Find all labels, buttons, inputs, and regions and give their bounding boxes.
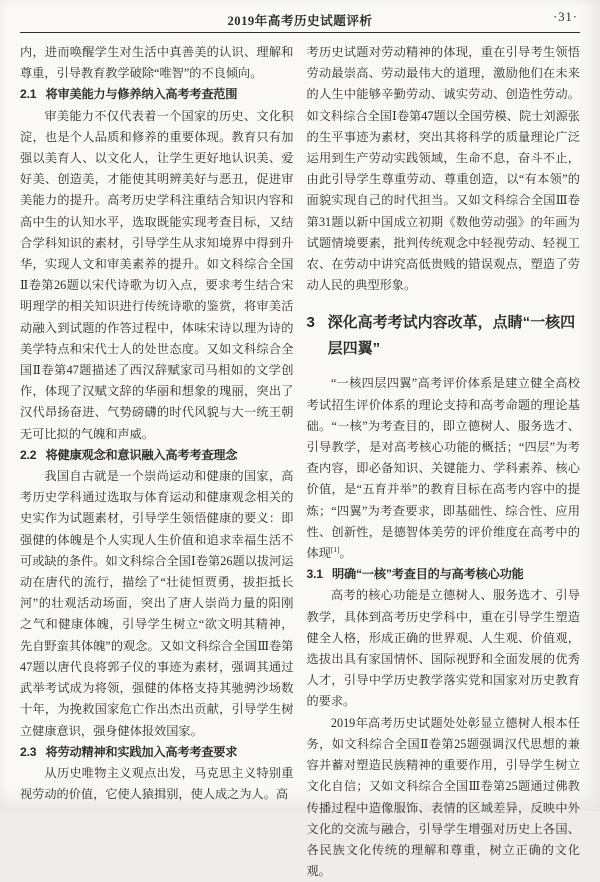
subsection-heading	[20, 742, 294, 763]
paragraph: 高考的核心功能是立德树人、服务选才、引导教学，具体到高考历史学科中，重在引导学生塑造健全人格，形成正确的世界观、人生观、价值观，选拔出具有家国情怀、国际视野和全面发展的优秀人才，引导中学历史教学落实党和国家对历史教育的要求。	[306, 588, 580, 709]
paragraph: 审美能力不仅代表着一个国家的历史、文化积淀，也是个人品质和修养的重要体现。教育只有加强以美育人、以文化人，让学生更好地认识美、爱好美、创造美，才能使其明辨美好与恶丑，促进审美能力的提升。高考历史学科注重结合知识内容和高中生的认知水平，选取既能实现考查目标，又结合学科知识的素材，引导学生从求知境界中得到升华，实现人文和审美素养的提升。如文科综合全国Ⅱ卷第26题以宋代诗歌为切入点，要求考生结合宋明理学的相关知识进行传统诗歌的鉴赏，将审美活动融入到试题的作答过程中，体味宋诗以理为诗的美学特点和宋代士人的处世态度。又如文科综合全国Ⅱ卷第47题描述了西汉辞赋家司马相如的文学创作，体现了汉赋文辞的华丽和想象的瑰丽，突出了汉代昂扬奋进、气势磅礴的时代风貌与大一统王朝无可比拟的气魄和声威。	[20, 108, 294, 441]
page-number: ·31·	[553, 10, 578, 24]
subsection-heading	[307, 564, 581, 585]
heading-text: 明确“一核”考查目的与高考核心功能	[331, 567, 524, 582]
citation-superscript: [1]	[330, 545, 340, 554]
heading-text: 将健康观念和意识融入高考考查理念	[45, 447, 238, 462]
page-header	[20, 8, 580, 33]
heading-number: 2.3	[20, 744, 37, 759]
paragraph: “一核四层四翼”高考评价体系是建立健全高校考试招生评价体系的理论支持和高考命题的理论基础。“一核”为考查目的，即立德树人、服务选才、引导教学，是对高考核心功能的概括；“四层”为考查内容，即必备知识、关键能力、学科素养、核心价值，是“五育并举”的教育目标在高考内容中的提炼；“四翼”为考查要求，即基础性、综合性、应用性、创新性，是德智体美劳的评价维度在高考中的体现[1]。	[306, 376, 580, 561]
heading-number: 3	[306, 314, 315, 332]
right-column	[307, 42, 581, 882]
left-column	[20, 42, 294, 882]
heading-text: 将审美能力与修养纳入高考考查范围	[45, 87, 238, 102]
subsection-heading	[20, 84, 294, 105]
section-heading	[307, 310, 581, 361]
running-head-title: 2019年高考历史试题评析	[227, 14, 373, 28]
paragraph: 2019年高考历史试题处处彰显立德树人根本任务，如文科综合全国Ⅱ卷第25题强调汉代思想的兼容并蓄对塑造民族精神的重要作用，引导学生树立文化自信；又如文科综合全国Ⅲ卷第25题通过佛教传播过程中造像服饰、表情的区域差异，反映中外文化的交流与融合，引导学生增强对历史上各国、各民族文化传统的理解和尊重，树立正确的文化观。	[306, 715, 580, 879]
paragraph-continuation: 考历史试题对劳动精神的体现，重在引导考生领悟劳动最崇高、劳动最伟大的道理，激励他们在未来的人生中能够辛勤劳动、诚实劳动、创造性劳动。如文科综合全国Ⅰ卷第47题以全国劳模、院士刘源张的生平事迹为素材，突出其将科学的质量理论广泛运用到生产劳动实践领域，生命不息，奋斗不止，由此引导学生尊重劳动、尊重创造，以“有本领”的面貌实现自己的时代担当。又如文科综合全国Ⅲ卷第31题以新中国成立初期《数他劳动强》的年画为试题情境要素，批判传统观念中轻视劳动、轻视工农、在劳动中讲究高低贵贱的错误观点，塑造了劳动人民的典型形象。	[306, 45, 580, 293]
paragraph-continuation: 内，进而唤醒学生对生活中真善美的认识、理解和尊重，引导教育教学破除“唯智”的不良倾向。	[20, 45, 294, 81]
two-column-body	[20, 42, 580, 882]
paragraph: 从历史唯物主义观点出发，马克思主义特别重视劳动的价值，它使人猿揖别，使人成之为人。高	[20, 765, 294, 802]
paragraph: 我国自古就是一个崇尚运动和健康的国家，高考历史学科通过选取与体育运动和健康观念相关的史实作为试题素材，引导学生领悟健康的要义：即强健的体魄是个人实现人生价值和追求幸福生活不可或缺的条件。如文科综合全国Ⅰ卷第26题以拔河运动在唐代的流行，描绘了“壮徒恒贾勇，拔拒抵长河”的壮观活动场面，突出了唐人崇尚力量的阳刚之气和健康体魄，引导学生树立“欲文明其精神，先自野蛮其体魄”的观念。又如文科综合全国Ⅲ卷第47题以唐代良将郭子仪的事迹为素材，强调其通过武举考试成为将领，强健的体格支持其驰骋沙场数十年，为挽救国家危亡作出杰出贡献，引导学生树立健康意识，强身健体报效国家。	[20, 469, 294, 738]
heading-text: 深化高考考试内容改革，点睛“一核四层四翼”	[327, 314, 576, 357]
heading-text: 将劳动精神和实践加入高考考查要求	[45, 744, 238, 759]
heading-number: 3.1	[306, 567, 323, 582]
heading-number: 2.1	[20, 87, 37, 102]
heading-number: 2.2	[20, 447, 37, 462]
subsection-heading	[20, 445, 294, 466]
